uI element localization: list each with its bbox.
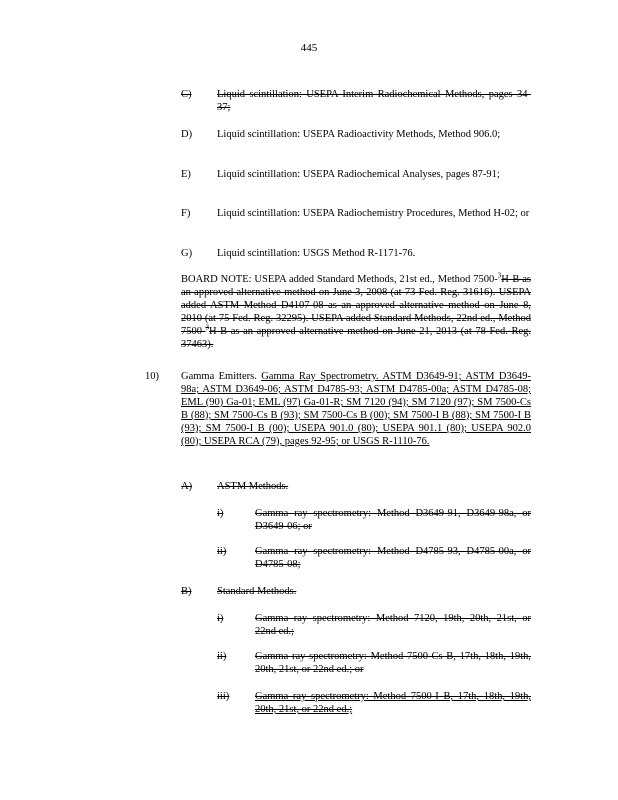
subsection-b-item-iii [217, 690, 531, 718]
board-note-superscript-2: 3 [205, 323, 209, 332]
subsection-label: A) [181, 481, 193, 492]
item-text: Liquid scintillation: USEPA Radioactivity Methods, Method 906.0; [217, 129, 501, 140]
subsection-a-item-ii [217, 545, 531, 573]
list-item-d [181, 128, 531, 156]
page-number: 445 [300, 42, 318, 54]
item-underlined-text: Gamma Ray Spectrometry. ASTM D3649-91; ASTM D3649-98a; ASTM D3649-06; ASTM D4785-93; ASTM D4785-00a; ASTM D4785-08; EML (90) Ga-01; EML (97) Ga-01-R; SM 7120 (94); SM 7120 (97); SM 7500-Cs B (88); SM 7500-Cs B (93); SM 7500-Cs B (00); SM 7500-I B (88); SM 7500-I B (93); SM 7500-I B (00); USEPA 901.0 (80); USEPA 901.1 (80); USEPA 902.0 (80); USEPA RCA (79), pages 92-95; or USGS R-1110-76. [181, 371, 531, 447]
item-text: Gamma ray spectrometry: Method D3649-91, D3649-98a, or D3649-06; or [255, 508, 531, 532]
board-note [181, 273, 531, 351]
item-label: i) [217, 508, 224, 519]
item-label: E) [181, 169, 191, 180]
item-text: Gamma ray spectrometry: Method 7120, 19th, 20th, 21st, or 22nd ed.; [255, 613, 531, 637]
item-label: iii) [217, 691, 230, 702]
item-label: G) [181, 248, 193, 259]
board-note-text-3: H-B as an approved alternative method on June 21, 2013 (at 78 Fed. Reg. 37463). [181, 326, 531, 350]
board-note-text-2: H-B as an approved alternative method on June 3, 2008 (at 73 Fed. Reg. 31616). USEPA added ASTM Method D4107-08 as an approved alternative method on June 8, 2010 (at 75 Fed. Reg. 32295). USEPA added Standard Methods, 22nd ed., Method 7500- [181, 274, 531, 337]
board-note-text-1: BOARD NOTE: USEPA added Standard Methods, 21st ed., Method 7500- [181, 274, 498, 285]
subsection-label: B) [181, 586, 192, 597]
subsection-a [181, 480, 531, 494]
item-label: i) [217, 613, 224, 624]
item-label: D) [181, 129, 193, 140]
item-text: Gamma ray spectrometry: Method 7500-Cs B, 17th, 18th, 19th, 20th, 21st, or 22nd ed.; or [255, 651, 531, 675]
item-label: ii) [217, 546, 227, 557]
subsection-heading: ASTM Methods. [217, 481, 289, 492]
item-label: F) [181, 208, 191, 219]
item-text: Liquid scintillation: USGS Method R-1171-76. [217, 248, 416, 259]
list-item-10 [145, 370, 531, 466]
item-text: Gamma ray spectrometry: Method D4785-93, D4785-00a, or D4785-08; [255, 546, 531, 570]
subsection-heading: Standard Methods. [217, 586, 297, 597]
item-title: Gamma Emitters. [181, 371, 257, 382]
subsection-b-item-ii [217, 650, 531, 678]
item-text: Liquid scintillation: USEPA Radiochemistry Procedures, Method H-02; or [217, 208, 530, 219]
subsection-a-item-i [217, 507, 531, 535]
item-label: 10) [145, 371, 159, 382]
item-text: Liquid scintillation: USEPA Interim Radiochemical Methods, pages 34-37; [217, 89, 531, 113]
item-text [255, 690, 531, 716]
item-text [181, 370, 531, 448]
subsection-b [181, 585, 531, 599]
item-label: C) [181, 89, 192, 100]
list-item-g [181, 247, 531, 261]
item-text: Liquid scintillation: USEPA Radiochemical Analyses, pages 87-91; [217, 169, 500, 180]
list-item-f [181, 207, 531, 235]
item-label: ii) [217, 651, 227, 662]
list-item-e [181, 168, 531, 196]
subsection-b-item-i [217, 612, 531, 640]
board-note-superscript-1: 3 [497, 271, 502, 280]
list-item-c [181, 88, 531, 116]
item-text-struck: Gamma ray spectrometry: Method 7500-I B, 17th, 18th, 19th, 20th, 21st, or 22nd ed.; [255, 691, 531, 715]
